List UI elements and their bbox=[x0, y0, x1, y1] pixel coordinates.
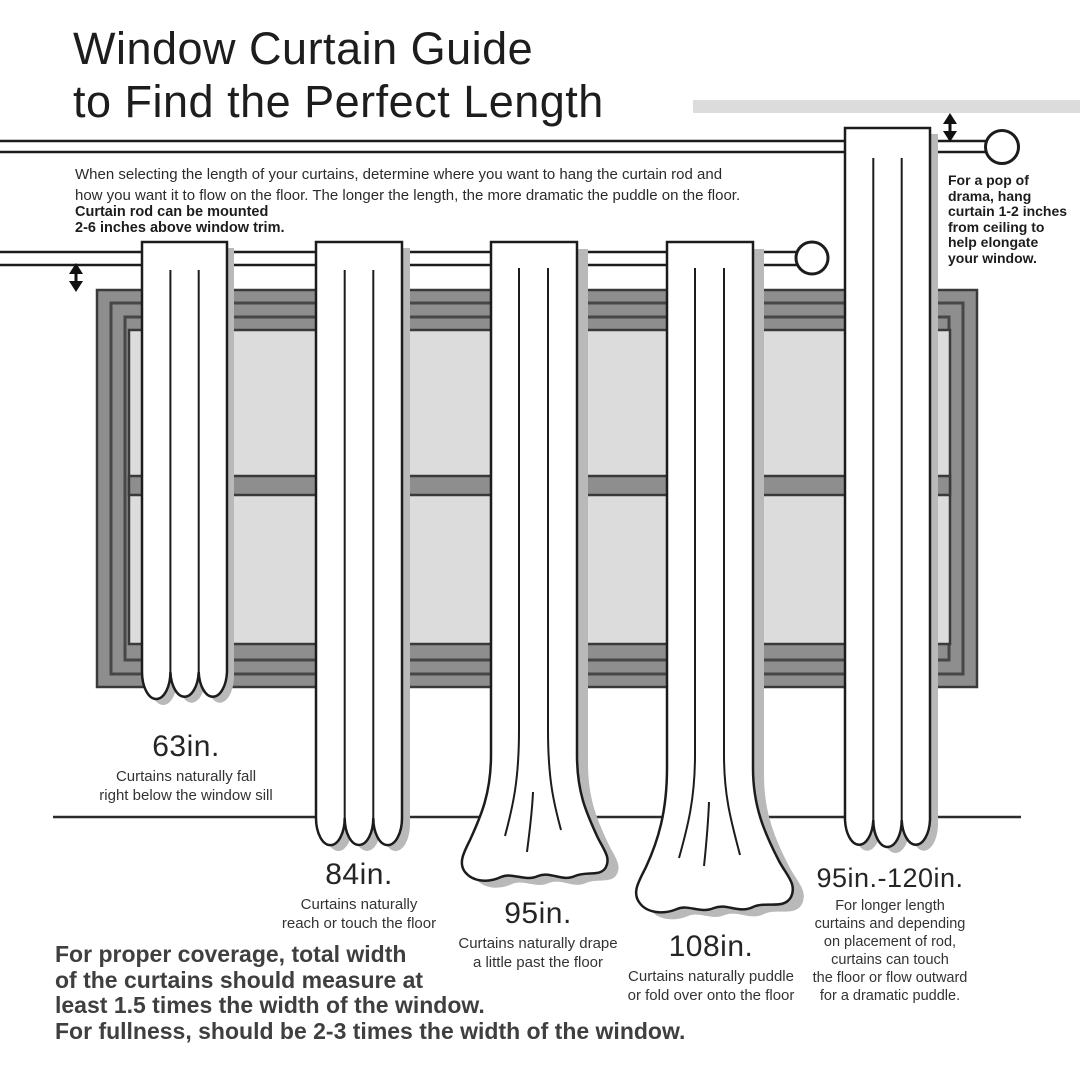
rod-finial-upper-icon bbox=[986, 131, 1019, 164]
title-line-2: to Find the Perfect Length bbox=[73, 76, 604, 127]
rod-mount-note bbox=[75, 204, 285, 236]
arrow-rod-height-icon bbox=[69, 263, 83, 292]
length-63in: 63in. bbox=[152, 730, 220, 763]
curtain-95-120in bbox=[845, 128, 938, 853]
curtain-63in bbox=[142, 242, 234, 705]
length-95-120in: 95in.-120in. bbox=[816, 863, 964, 893]
intro-line-2: how you want it to flow on the floor. The longer the length, the more dramatic the puddle on the floor. bbox=[75, 187, 741, 204]
desc-95in: Curtains naturally drape a little past the floor bbox=[458, 935, 618, 971]
desc-95-120in: For longer length curtains and depending on placement of rod, curtains can touch the floor or flow outward for a dramatic puddle. bbox=[812, 898, 968, 1004]
arrow-ceiling-gap-icon bbox=[943, 113, 957, 142]
curtain-rod-upper bbox=[0, 141, 988, 152]
curtain-84in bbox=[316, 242, 410, 851]
ceiling-bar bbox=[693, 100, 1080, 113]
length-108in: 108in. bbox=[668, 930, 754, 963]
rod-note-line-1: Curtain rod can be mounted bbox=[75, 204, 269, 220]
label-95-120in bbox=[770, 863, 1010, 1005]
desc-84in: Curtains naturally reach or touch the floor bbox=[281, 896, 437, 932]
intro-line-1: When selecting the length of your curtains, determine where you want to hang the curtain rod and bbox=[75, 166, 723, 183]
title-line-1: Window Curtain Guide bbox=[73, 23, 534, 74]
rod-finial-main-icon bbox=[796, 242, 828, 274]
intro-text bbox=[75, 164, 740, 206]
page-title bbox=[73, 22, 604, 128]
rod-note-line-2: 2-6 inches above window trim. bbox=[75, 220, 285, 236]
desc-108in: Curtains naturally puddle or fold over onto the floor bbox=[627, 968, 795, 1004]
ceiling-drama-note: For a pop of drama, hang curtain 1-2 inches from ceiling to help elongate your window. bbox=[948, 172, 1068, 266]
label-63in bbox=[66, 730, 306, 805]
length-84in: 84in. bbox=[325, 858, 393, 891]
desc-63in: Curtains naturally fall right below the window sill bbox=[99, 768, 273, 804]
coverage-note: For proper coverage, total width of the curtains should measure at least 1.5 times the width of the window. For fullness, should be 2-3 times the width of the window. bbox=[55, 941, 686, 1044]
length-95in: 95in. bbox=[504, 897, 572, 930]
